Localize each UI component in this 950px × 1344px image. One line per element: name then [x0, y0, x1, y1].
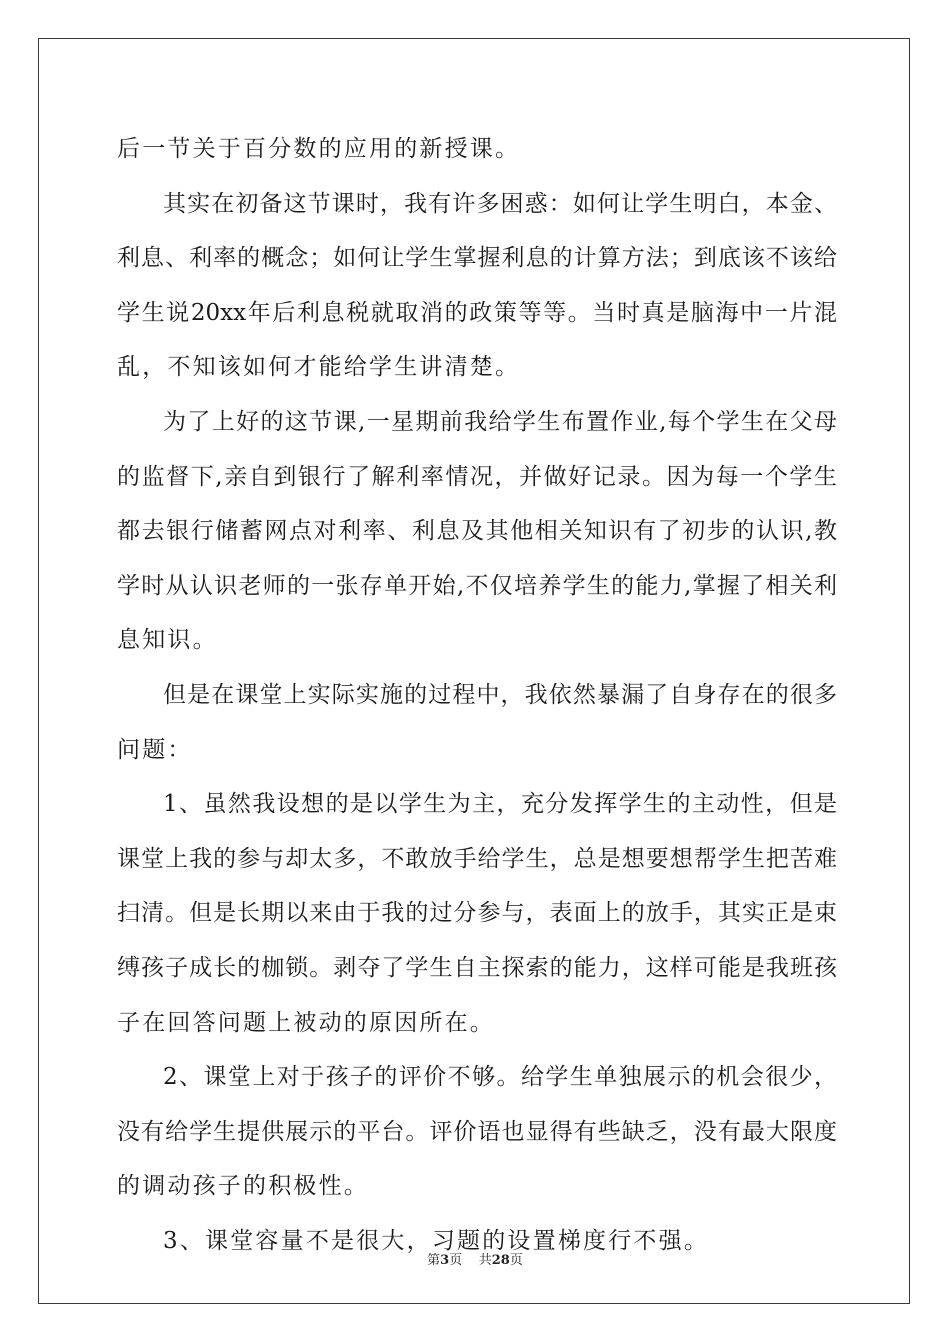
footer-total-unit: 页: [509, 1253, 523, 1268]
text-line: 没有给学生提供展示的平台。评价语也显得有些缺乏，没有最大限度: [117, 1118, 837, 1145]
text-line: 2、课堂上对于孩子的评价不够。给学生单独展示的机会很少，: [163, 1064, 837, 1091]
text-line: 课堂上我的参与却太多，不敢放手给学生，总是想要想帮学生把苦难: [117, 845, 837, 872]
page-footer: [0, 1249, 950, 1268]
text-line: 子在回答问题上被动的原因所在。: [117, 1009, 495, 1036]
text-line: 问题：: [117, 736, 193, 763]
text-line: 乱，不知该如何才能给学生讲清楚。: [117, 354, 521, 381]
text-line: 学生说20xx年后利息税就取消的政策等等。当时真是脑海中一片混: [117, 299, 837, 326]
current-page-number: 3: [440, 1253, 450, 1268]
text-line: 的调动孩子的积极性。: [117, 1173, 369, 1200]
text-line: 的监督下,亲自到银行了解利率情况，并做好记录。因为每一个学生: [117, 463, 837, 490]
footer-page-unit: 页: [449, 1253, 463, 1268]
total-pages-number: 28: [491, 1253, 510, 1268]
text-line: 学时从认识老师的一张存单开始,不仅培养学生的能力,掌握了相关利: [117, 572, 837, 599]
document-body: [117, 122, 837, 1268]
text-line: 后一节关于百分数的应用的新授课。: [117, 136, 521, 162]
footer-prefix: 第: [427, 1253, 441, 1268]
text-line: 但是在课堂上实际实施的过程中，我依然暴漏了自身存在的很多: [163, 681, 837, 708]
text-line: 息知识。: [117, 627, 218, 654]
text-line: 3、课堂容量不是很大，习题的设置梯度行不强。: [163, 1227, 710, 1254]
text-line: 其实在初备这节课时，我有许多困惑：如何让学生明白，本金、: [163, 190, 837, 217]
footer-total-prefix: 共: [478, 1253, 492, 1268]
text-line: 1、虽然我设想的是以学生为主，充分发挥学生的主动性，但是: [163, 791, 837, 818]
text-line: 利息、利率的概念；如何让学生掌握利息的计算方法；到底该不该给: [117, 245, 837, 272]
text-line: 为了上好的这节课,一星期前我给学生布置作业,每个学生在父母: [163, 408, 837, 435]
text-line: 扫清。但是长期以来由于我的过分参与，表面上的放手，其实正是束: [117, 900, 837, 927]
text-line: 缚孩子成长的枷锁。剥夺了学生自主探索的能力，这样可能是我班孩: [117, 954, 837, 981]
text-line: 都去银行储蓄网点对利率、利息及其他相关知识有了初步的认识,教: [117, 518, 837, 545]
